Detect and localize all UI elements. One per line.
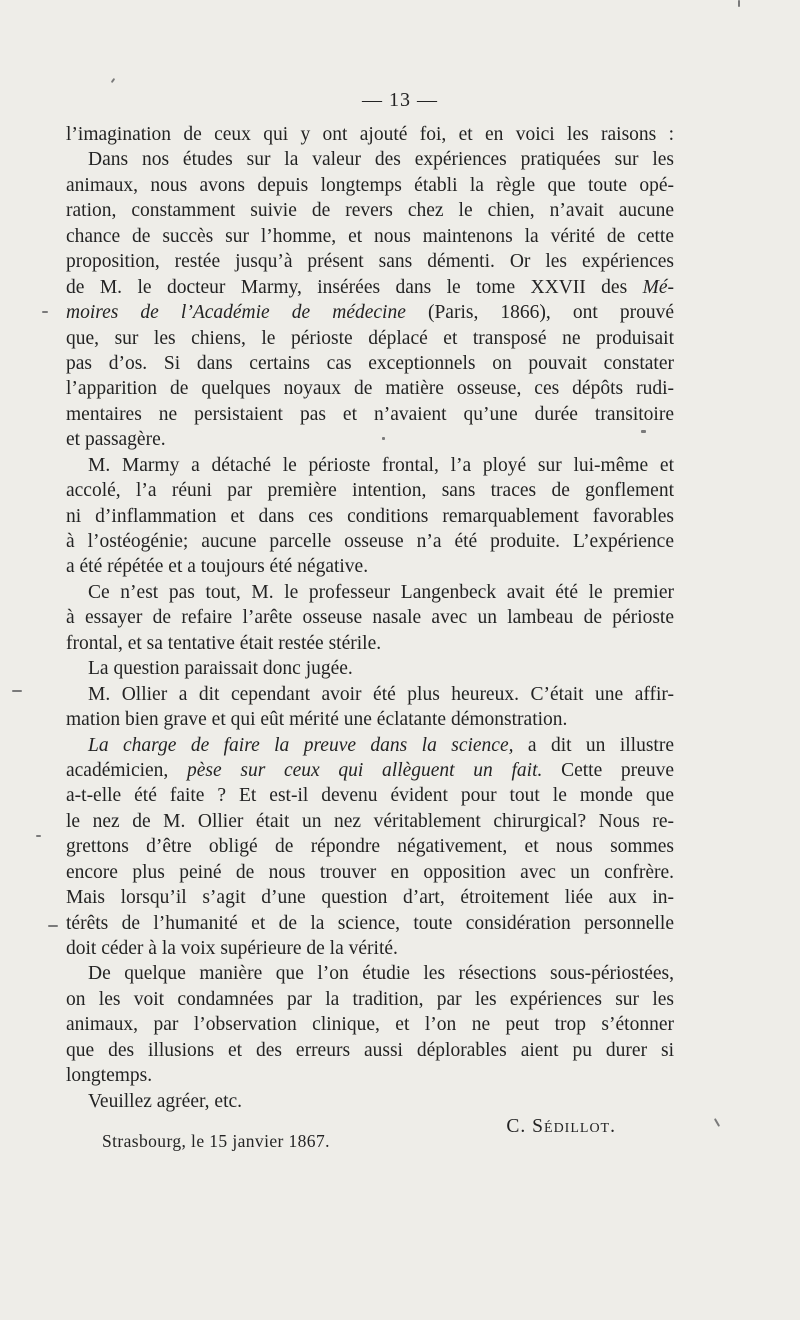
text-line: térêts de l’humanité et de la science, toute considération personnelle [66,912,674,934]
scan-speck [111,78,116,83]
scan-speck [382,437,385,440]
text-line: La question paraissait donc jugée. [88,658,353,680]
text-line: La charge de faire la preuve dans la science, a dit un illustre [88,734,674,756]
text-line: à essayer de refaire l’arête osseuse nasale avec un lambeau de périoste [66,607,674,629]
text-line: pas d’os. Si dans certains cas exceptionnels on pouvait constater [66,352,674,374]
text-line: De quelque manière que l’on étudie les résections sous-périostées, [88,963,674,985]
text-line: ni d’inflammation et dans ces conditions remarquablement favorables [66,505,674,527]
text-line: on les voit condamnées par la tradition, par les expériences sur les [66,988,674,1010]
text-line: mentaires ne persistaient pas et n’avaient qu’une durée transitoire [66,403,674,425]
text-line: doit céder à la voix supérieure de la vérité. [66,938,398,959]
text-line: Ce n’est pas tout, M. le professeur Langenbeck avait été le premier [88,581,674,603]
author-signature: C. Sédillot. [506,1116,616,1138]
text-line: ration, constamment suivie de revers chez le chien, n’avait aucune [66,200,674,222]
closing-formula: Veuillez agréer, etc. [88,1090,243,1112]
scan-speck [48,925,58,927]
scan-speck [714,1118,720,1127]
text-line: encore plus peiné de nous trouver en opposition avec un confrère. [66,861,674,883]
text-line: que, sur les chiens, le périoste déplacé et transposé ne produisait [66,327,674,349]
text-line: moires de l’Académie de médecine (Paris, 1866), ont prouvé [66,302,674,324]
scan-speck [641,430,646,433]
text-line: animaux, par l’observation clinique, et l’on ne peut trop s’étonner [66,1014,674,1036]
text-line: accolé, l’a réuni par première intention, sans traces de gonflement [66,480,674,502]
text-line: grettons d’être obligé de répondre négativement, et nous sommes [66,836,674,858]
text-line: mation bien grave et qui eût mérité une éclatante démonstration. [66,709,568,731]
text-line: le nez de M. Ollier était un nez véritablement chirurgical? Nous re- [66,810,674,832]
text-line: M. Marmy a détaché le périoste frontal, l’a ployé sur lui-même et [88,454,674,476]
place-and-date: Strasbourg, le 15 janvier 1867. [102,1131,330,1151]
text-line: animaux, nous avons depuis longtemps établi la règle que toute opé- [66,174,674,196]
text-line: académicien, pèse sur ceux qui allèguent un fait. Cette preuve [66,759,674,781]
text-line: Dans nos études sur la valeur des expériences pratiquées sur les [88,149,674,171]
text-line: longtemps. [66,1065,153,1087]
text-line: chance de succès sur l’homme, et nous maintenons la vérité de cette [66,225,674,247]
body-text [66,122,674,1140]
text-line: et passagère. [66,429,166,451]
text-line: a-t-elle été faite ? Et est-il devenu évident pour tout le monde que [66,785,674,807]
text-line: frontal, et sa tentative était restée stérile. [66,632,382,654]
text-line: que des illusions et des erreurs aussi déplorables aient pu durer si [66,1039,674,1061]
page-number: — 13 — [362,89,438,111]
text-line: l’imagination de ceux qui y ont ajouté foi, et en voici les raisons : [66,124,674,145]
text-line: a été répétée et a toujours été négative. [66,556,369,578]
scan-speck [12,690,22,692]
text-line: Mais lorsqu’il s’agit d’une question d’art, étroitement liée aux in- [66,887,674,909]
text-line: M. Ollier a dit cependant avoir été plus heureux. C’était une affir- [88,683,674,705]
scan-speck [42,311,48,313]
text-line: à l’ostéogénie; aucune parcelle osseuse n’a été produite. L’expérience [66,531,674,552]
scan-speck [36,835,41,837]
text-line: de M. le docteur Marmy, insérées dans le tome XXVII des Mé- [66,276,674,298]
text-line: proposition, restée jusqu’à présent sans démenti. Or les expériences [66,251,674,273]
text-line: l’apparition de quelques noyaux de matière osseuse, ces dépôts rudi- [66,378,674,400]
scan-speck [738,0,740,7]
